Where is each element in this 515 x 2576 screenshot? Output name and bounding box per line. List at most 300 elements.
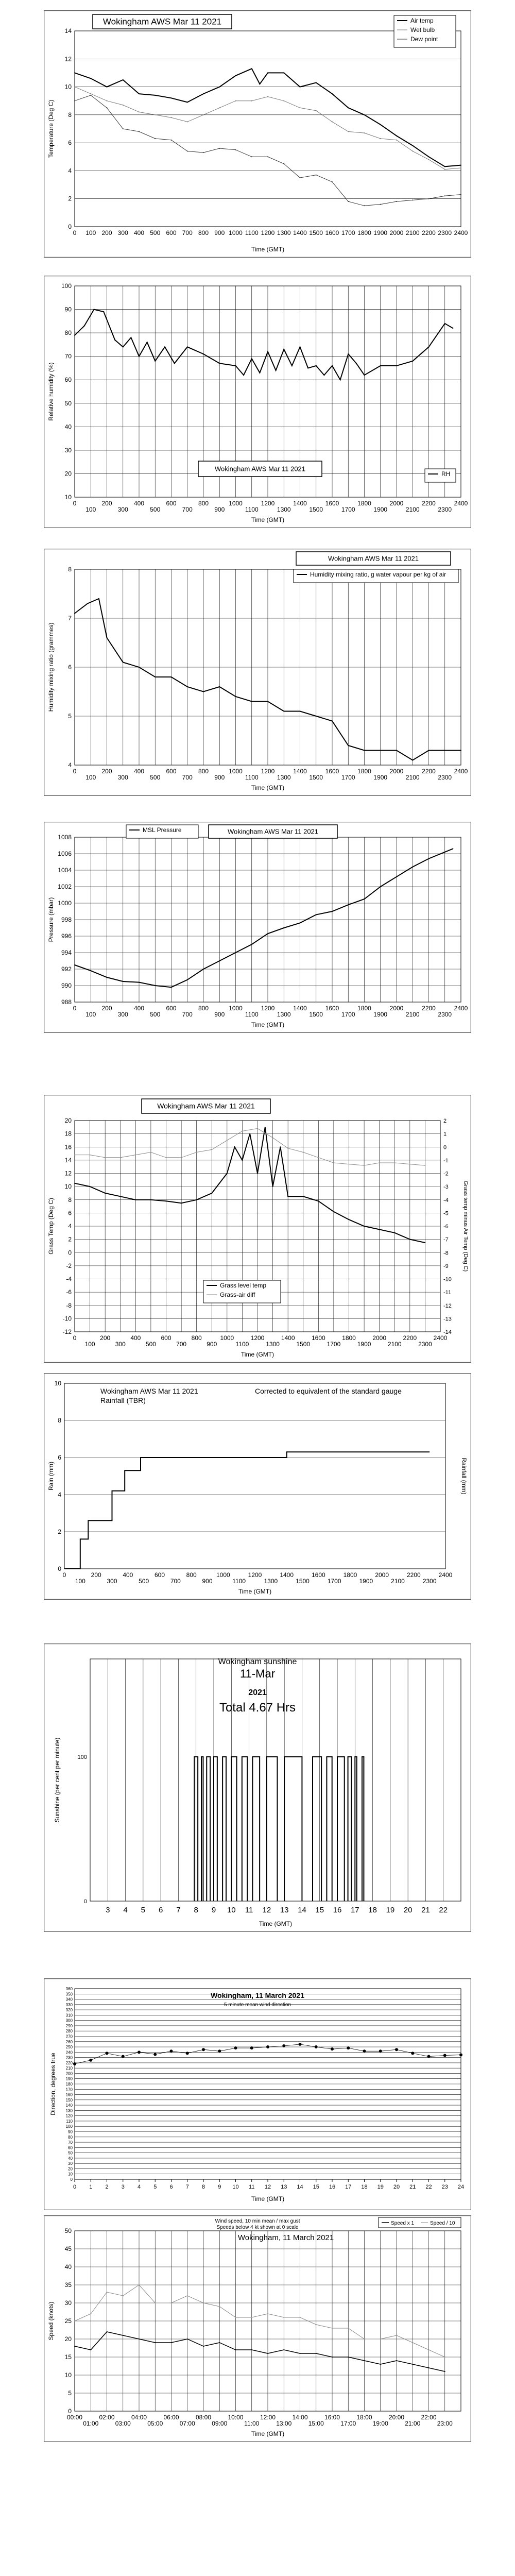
series-gust-point — [235, 2317, 236, 2318]
y-tick-label: 8 — [68, 1196, 72, 1204]
series-msl-pressure-point — [300, 922, 301, 923]
x-tick-label: 2100 — [405, 506, 420, 513]
x-tick-label: 800 — [186, 1571, 197, 1579]
series-rh-point — [123, 346, 124, 347]
x-tick-label: 600 — [166, 229, 177, 236]
series-wet-bulb-point — [187, 121, 188, 122]
plot-area — [64, 1383, 445, 1569]
y2-tick-label: -3 — [443, 1184, 449, 1191]
series-wet-bulb-point — [348, 131, 349, 132]
y-tick-label: 90 — [64, 306, 72, 313]
x-tick-label: 17 — [345, 2184, 352, 2190]
series-gust-point — [283, 2317, 284, 2318]
series-wet-bulb-point — [267, 96, 268, 97]
series-air-temp-point — [259, 83, 260, 84]
chart-temperature — [44, 10, 471, 258]
chart-title: Wokingham, 11 March 2021 — [237, 2233, 334, 2242]
series-grass-temp-point — [166, 1200, 167, 1201]
x-tick-label: 3 — [106, 1906, 110, 1914]
x-tick-label: 2300 — [438, 229, 452, 236]
series-grass-air-diff-point — [90, 1155, 91, 1156]
y-tick-label: 70 — [64, 352, 72, 360]
series-air-temp-point — [412, 145, 413, 146]
x-tick-label: 900 — [202, 1578, 213, 1585]
x-tick-label: 4 — [137, 2184, 141, 2190]
series-mixing-ratio-point — [171, 676, 172, 677]
x-tick-label: 1600 — [325, 500, 339, 507]
y2-tick-label: -5 — [443, 1210, 449, 1217]
x-axis-label: Time (GMT) — [251, 246, 285, 253]
series-rh-point — [147, 342, 148, 343]
series-air-temp-point — [139, 93, 140, 94]
x-tick-label: 1100 — [245, 506, 259, 513]
x-tick-label: 2000 — [389, 768, 404, 775]
x-tick-label: 15 — [313, 2184, 319, 2190]
x-tick-label: 2400 — [438, 1571, 453, 1579]
y2-tick-label: -2 — [443, 1171, 449, 1177]
y-tick-label: 994 — [61, 949, 72, 956]
direction-point — [122, 2055, 125, 2058]
series-gust-point — [171, 2302, 172, 2303]
y-tick-label: 20 — [68, 2166, 73, 2172]
y-tick-label: 10 — [54, 1380, 61, 1387]
x-tick-label: 1300 — [266, 1341, 280, 1348]
series-rh-point — [396, 365, 397, 366]
series-rh-point — [94, 309, 95, 310]
series-rh-point — [84, 325, 85, 326]
series-grass-temp-point — [409, 1239, 410, 1240]
x-tick-label: 17 — [350, 1906, 359, 1914]
series-rh-point — [348, 353, 349, 354]
legend-entry: Humidity mixing ratio, g water vapour per kg of air — [310, 571, 447, 578]
panel-temperature — [44, 10, 471, 258]
series-gust-point — [187, 2295, 188, 2296]
series-air-temp-point — [332, 93, 333, 94]
x-tick-label: 900 — [214, 229, 225, 236]
y-tick-label: 110 — [66, 2119, 73, 2124]
x-tick-label: 1600 — [311, 1571, 325, 1579]
x-tick-label: 200 — [91, 1571, 101, 1579]
x-tick-label: 2300 — [438, 1011, 452, 1018]
x-tick-label: 1900 — [357, 1341, 371, 1348]
series-gust-point — [123, 2295, 124, 2296]
y-tick-label: 4 — [68, 761, 72, 769]
series-mixing-ratio-point — [123, 662, 124, 663]
y-tick-label: 14 — [64, 27, 72, 35]
x-tick-label: 800 — [198, 768, 209, 775]
x-tick-label: 23 — [441, 2184, 448, 2190]
plot-area — [90, 1659, 461, 1901]
x-axis-label: Time (GMT) — [251, 516, 285, 523]
x-tick-label: 2400 — [454, 768, 468, 775]
direction-point — [315, 2045, 318, 2048]
series-grass-temp-point — [280, 1146, 281, 1147]
x-axis-label: Time (GMT) — [238, 1588, 272, 1595]
total-sunshine: Total 4.67 Hrs — [219, 1701, 296, 1715]
series-rh-point — [340, 379, 341, 380]
x-tick-label: 400 — [130, 1334, 141, 1342]
y2-axis-label: Rainfall (mm) — [460, 1458, 468, 1495]
y2-tick-label: -9 — [443, 1263, 449, 1269]
direction-point — [266, 2045, 269, 2048]
series-grass-temp-point — [211, 1193, 212, 1194]
series-dew-point-point — [219, 148, 220, 149]
series-wet-bulb-point — [428, 159, 430, 160]
x-tick-label: 500 — [139, 1578, 149, 1585]
x-tick-label: 0 — [62, 1571, 66, 1579]
series-air-temp-point — [187, 101, 188, 103]
x-tick-label: 400 — [133, 1005, 145, 1012]
x-tick-label: 2300 — [418, 1341, 432, 1348]
series-grass-temp-point — [227, 1173, 228, 1174]
y-tick-label: 90 — [68, 2129, 73, 2134]
y-tick-label: 310 — [65, 2013, 73, 2018]
series-grass-temp-point — [364, 1226, 365, 1227]
chart-pressure — [44, 822, 471, 1033]
x-tick-label: 9 — [211, 1906, 216, 1914]
series-dew-point-point — [251, 156, 252, 157]
x-tick-label: 1700 — [327, 1578, 341, 1585]
x-tick-label: 15 — [315, 1906, 324, 1914]
x-tick-label: 16:00 — [324, 2414, 340, 2421]
series-rh-point — [428, 346, 430, 347]
series-air-temp-point — [364, 114, 365, 115]
panel-rainfall — [44, 1373, 471, 1600]
series-msl-pressure-point — [283, 927, 284, 928]
series-msl-pressure-point — [428, 858, 430, 859]
x-tick-label: 1000 — [220, 1334, 234, 1342]
x-tick-label: 1700 — [341, 1011, 355, 1018]
series-grass-temp-point — [349, 1219, 350, 1220]
x-tick-label: 1400 — [281, 1334, 295, 1342]
series-mixing-ratio-point — [396, 750, 397, 751]
x-tick-label: 10 — [232, 2184, 239, 2190]
direction-point — [459, 2053, 462, 2056]
x-tick-label: 08:00 — [195, 2414, 212, 2421]
x-tick-label: 1100 — [245, 1011, 259, 1018]
x-tick-label: 1100 — [232, 1578, 246, 1585]
series-mixing-ratio-point — [267, 701, 268, 702]
series-grass-air-diff-point — [181, 1157, 182, 1158]
y-tick-label: 992 — [61, 965, 72, 973]
y-tick-label: 1006 — [58, 850, 72, 857]
direction-point — [186, 2052, 189, 2055]
series-dew-point-point — [123, 128, 124, 129]
chart-date: 11-Mar — [239, 1667, 276, 1680]
y-tick-label: 8 — [58, 1417, 61, 1424]
direction-point — [427, 2055, 431, 2058]
x-tick-label: 1000 — [216, 1571, 230, 1579]
x-tick-label: 2200 — [422, 500, 436, 507]
series-grass-air-diff-point — [364, 1165, 365, 1166]
y-tick-label: 100 — [77, 1754, 87, 1760]
x-tick-label: 18 — [361, 2184, 368, 2190]
series-mean-speed-point — [74, 2346, 75, 2347]
series-mean-speed-point — [412, 2364, 413, 2365]
y-tick-label: 25 — [64, 2317, 72, 2325]
series-rh-point — [276, 370, 277, 371]
series-rh-point — [307, 367, 308, 368]
panel-grass-temp — [44, 1095, 471, 1363]
y-tick-label: 14 — [64, 1156, 72, 1164]
y-tick-label: 6 — [68, 664, 72, 671]
x-tick-label: 800 — [198, 229, 209, 236]
series-grass-air-diff-point — [394, 1162, 395, 1163]
y-tick-label: 100 — [61, 282, 72, 290]
x-tick-label: 700 — [182, 1011, 193, 1018]
x-tick-label: 2100 — [405, 774, 420, 781]
x-tick-label: 14 — [297, 2184, 303, 2190]
x-tick-label: 5 — [153, 2184, 157, 2190]
x-tick-label: 900 — [214, 774, 225, 781]
y-tick-label: 0 — [68, 1249, 72, 1257]
x-tick-label: 700 — [182, 229, 193, 236]
chart-year: 2021 — [248, 1688, 267, 1697]
series-rh-point — [259, 372, 260, 374]
x-tick-label: 1600 — [325, 768, 339, 775]
direction-point — [106, 2052, 109, 2055]
legend-entry: Speed / 10 — [430, 2221, 455, 2226]
x-tick-label: 500 — [145, 1341, 156, 1348]
x-tick-label: 500 — [150, 1011, 161, 1018]
series-dew-point-point — [90, 95, 91, 96]
series-mean-speed-point — [380, 2364, 381, 2365]
x-tick-label: 2400 — [454, 500, 468, 507]
chart-note: Corrected to equivalent of the standard gauge — [255, 1387, 402, 1395]
series-air-temp-point — [90, 78, 91, 79]
series-mean-speed-point — [300, 2353, 301, 2354]
x-tick-label: 1400 — [280, 1571, 294, 1579]
series-air-temp-point — [123, 79, 124, 80]
y-tick-label: 1008 — [58, 834, 72, 841]
series-grass-temp-point — [303, 1196, 304, 1197]
series-wet-bulb-point — [74, 87, 75, 88]
series-grass-temp-point — [249, 1133, 250, 1134]
y2-tick-label: -11 — [443, 1290, 452, 1296]
series-air-temp-point — [348, 107, 349, 108]
x-tick-label: 16 — [329, 2184, 336, 2190]
x-tick-label: 12:00 — [260, 2414, 276, 2421]
series-wet-bulb-point — [283, 100, 284, 101]
y-tick-label: 60 — [64, 376, 72, 384]
series-rh-point — [74, 335, 75, 336]
series-dew-point-point — [412, 199, 413, 200]
y-tick-label: 0 — [68, 223, 72, 230]
chart-title: Wokingham AWS Mar 11 2021 — [102, 16, 222, 27]
x-tick-label: 2200 — [403, 1334, 417, 1342]
series-dew-point-point — [428, 198, 430, 199]
series-grass-temp-point — [196, 1199, 197, 1200]
series-grass-air-diff-point — [150, 1152, 151, 1153]
series-gust-point — [412, 2342, 413, 2343]
series-dew-point-point — [74, 100, 75, 101]
x-tick-label: 300 — [115, 1341, 126, 1348]
series-mean-speed-point — [316, 2353, 317, 2354]
series-mean-speed-point — [428, 2367, 430, 2368]
legend-entry: Grass-air diff — [220, 1291, 255, 1298]
x-tick-label: 19:00 — [372, 2420, 388, 2427]
series-mean-speed-point — [332, 2357, 333, 2358]
direction-point — [331, 2047, 334, 2050]
series-rh-point — [300, 346, 301, 347]
series-msl-pressure-point — [154, 985, 156, 986]
series-dew-point-point — [460, 194, 461, 195]
x-tick-label: 400 — [123, 1571, 133, 1579]
legend-entry: Air temp — [410, 17, 434, 24]
chart-title: Wokingham AWS Mar 11 2021 — [100, 1387, 198, 1395]
y2-tick-label: -1 — [443, 1157, 449, 1164]
chart-subtitle: Wind speed, 10 min mean / max gust — [215, 2218, 300, 2224]
series-wet-bulb-point — [460, 167, 461, 168]
y-tick-label: 996 — [61, 933, 72, 940]
y2-tick-label: -7 — [443, 1236, 449, 1243]
series-grass-air-diff-point — [287, 1148, 288, 1149]
series-mixing-ratio-point — [154, 676, 156, 677]
series-gust-point — [219, 2306, 220, 2307]
y-axis-label: Grass Temp (Deg C) — [47, 1198, 55, 1255]
y-tick-label: 8 — [68, 566, 72, 573]
series-mean-speed-point — [154, 2342, 156, 2343]
series-wet-bulb-point — [171, 117, 172, 118]
y-tick-label: 350 — [65, 1992, 73, 1997]
x-tick-label: 100 — [85, 1011, 96, 1018]
series-rh-point — [323, 375, 324, 376]
x-tick-label: 20:00 — [388, 2414, 405, 2421]
x-tick-label: 17:00 — [340, 2420, 356, 2427]
y-tick-label: 5 — [68, 713, 72, 720]
x-tick-label: 2200 — [406, 1571, 421, 1579]
y-tick-label: 50 — [64, 2227, 72, 2234]
y-tick-label: -10 — [62, 1315, 72, 1323]
x-tick-label: 1400 — [293, 768, 307, 775]
series-mean-speed-point — [267, 2353, 268, 2354]
y-tick-label: 4 — [58, 1491, 61, 1498]
x-tick-label: 09:00 — [212, 2420, 228, 2427]
chart-title: Wokingham, 11 March 2021 — [211, 1991, 304, 1999]
x-axis-label: Time (GMT) — [251, 1021, 285, 1028]
y-tick-label: 50 — [64, 399, 72, 407]
x-tick-label: 1900 — [359, 1578, 373, 1585]
y-axis-label: Temperature (Deg C) — [47, 99, 55, 158]
y-tick-label: 210 — [65, 2066, 73, 2071]
x-tick-label: 21 — [409, 2184, 416, 2190]
chart-title: Wokingham AWS Mar 11 2021 — [227, 827, 319, 836]
series-wet-bulb-point — [364, 132, 365, 133]
y-axis-label: Relative humidity (%) — [47, 362, 55, 421]
series-msl-pressure-point — [219, 960, 220, 961]
series-dew-point-point — [107, 107, 108, 108]
y2-tick-label: -13 — [443, 1316, 452, 1323]
series-msl-pressure-point — [171, 987, 172, 988]
chart-grass-temp — [44, 1095, 471, 1363]
x-tick-label: 1 — [89, 2184, 93, 2190]
series-grass-air-diff-point — [120, 1157, 121, 1158]
series-mean-speed-point — [444, 2371, 445, 2372]
series-gust-point — [154, 2302, 156, 2303]
x-tick-label: 04:00 — [131, 2414, 147, 2421]
legend-entry: Dew point — [410, 36, 438, 43]
series-mixing-ratio-point — [412, 760, 413, 761]
series-dew-point-point — [139, 131, 140, 132]
y-tick-label: 150 — [65, 2097, 73, 2103]
series-mean-speed-point — [348, 2357, 349, 2358]
series-gust-point — [251, 2317, 252, 2318]
y-tick-label: 20 — [64, 2335, 72, 2343]
y-tick-label: 20 — [64, 470, 72, 478]
x-tick-label: 2400 — [454, 229, 468, 236]
series-msl-pressure-point — [187, 979, 188, 980]
x-tick-label: 5 — [141, 1906, 146, 1914]
series-grass-air-diff-point — [409, 1164, 410, 1165]
y-tick-label: 1002 — [58, 883, 72, 890]
y2-tick-label: -12 — [443, 1302, 452, 1309]
x-tick-label: 100 — [85, 506, 96, 513]
x-tick-label: 1700 — [341, 229, 355, 236]
direction-point — [170, 2049, 173, 2053]
series-mixing-ratio-point — [187, 686, 188, 687]
series-dew-point-point — [444, 195, 445, 196]
x-tick-label: 600 — [166, 768, 177, 775]
x-tick-label: 200 — [101, 768, 112, 775]
x-tick-label: 800 — [191, 1334, 202, 1342]
series-mixing-ratio-point — [251, 701, 252, 702]
y-tick-label: 1004 — [58, 867, 72, 874]
x-tick-label: 1200 — [248, 1571, 262, 1579]
series-gust-point — [203, 2302, 204, 2303]
x-tick-label: 06:00 — [163, 2414, 179, 2421]
x-tick-label: 14 — [298, 1906, 306, 1914]
y-tick-label: 0 — [68, 2408, 72, 2415]
series-grass-air-diff-point — [318, 1157, 319, 1158]
series-grass-air-diff-point — [211, 1149, 212, 1150]
legend-entry: Speed x 1 — [391, 2221, 415, 2226]
x-tick-label: 100 — [85, 774, 96, 781]
y-tick-label: 988 — [61, 998, 72, 1006]
y-tick-label: 6 — [68, 139, 72, 147]
series-wet-bulb-point — [123, 105, 124, 106]
series-dew-point-point — [187, 150, 188, 151]
x-axis-label: Time (GMT) — [251, 2195, 285, 2202]
series-rh-point — [364, 375, 365, 376]
x-tick-label: 1500 — [309, 229, 323, 236]
x-tick-label: 13 — [280, 1906, 289, 1914]
series-grass-air-diff-point — [166, 1157, 167, 1158]
x-tick-label: 3 — [121, 2184, 125, 2190]
series-msl-pressure-point — [316, 914, 317, 915]
x-tick-label: 0 — [73, 768, 77, 775]
series-gust-point — [90, 2313, 91, 2314]
chart-mixing-ratio — [44, 549, 471, 796]
y-tick-label: 70 — [68, 2140, 73, 2145]
y-tick-label: 300 — [65, 2018, 73, 2023]
x-tick-label: 500 — [150, 506, 161, 513]
series-grass-temp-point — [242, 1160, 243, 1161]
x-tick-label: 1600 — [311, 1334, 325, 1342]
series-msl-pressure-point — [251, 944, 252, 945]
series-mixing-ratio-point — [444, 750, 445, 751]
series-air-temp-point — [460, 165, 461, 166]
y-tick-label: 280 — [65, 2029, 73, 2034]
x-tick-label: 18:00 — [356, 2414, 372, 2421]
series-rh-point — [174, 363, 175, 364]
series-wet-bulb-point — [139, 111, 140, 112]
x-tick-label: 2300 — [438, 774, 452, 781]
series-wet-bulb-point — [235, 100, 236, 101]
y-tick-label: -8 — [66, 1301, 72, 1309]
x-tick-label: 0 — [73, 500, 77, 507]
series-mixing-ratio-point — [348, 745, 349, 746]
series-gust-point — [396, 2335, 397, 2336]
